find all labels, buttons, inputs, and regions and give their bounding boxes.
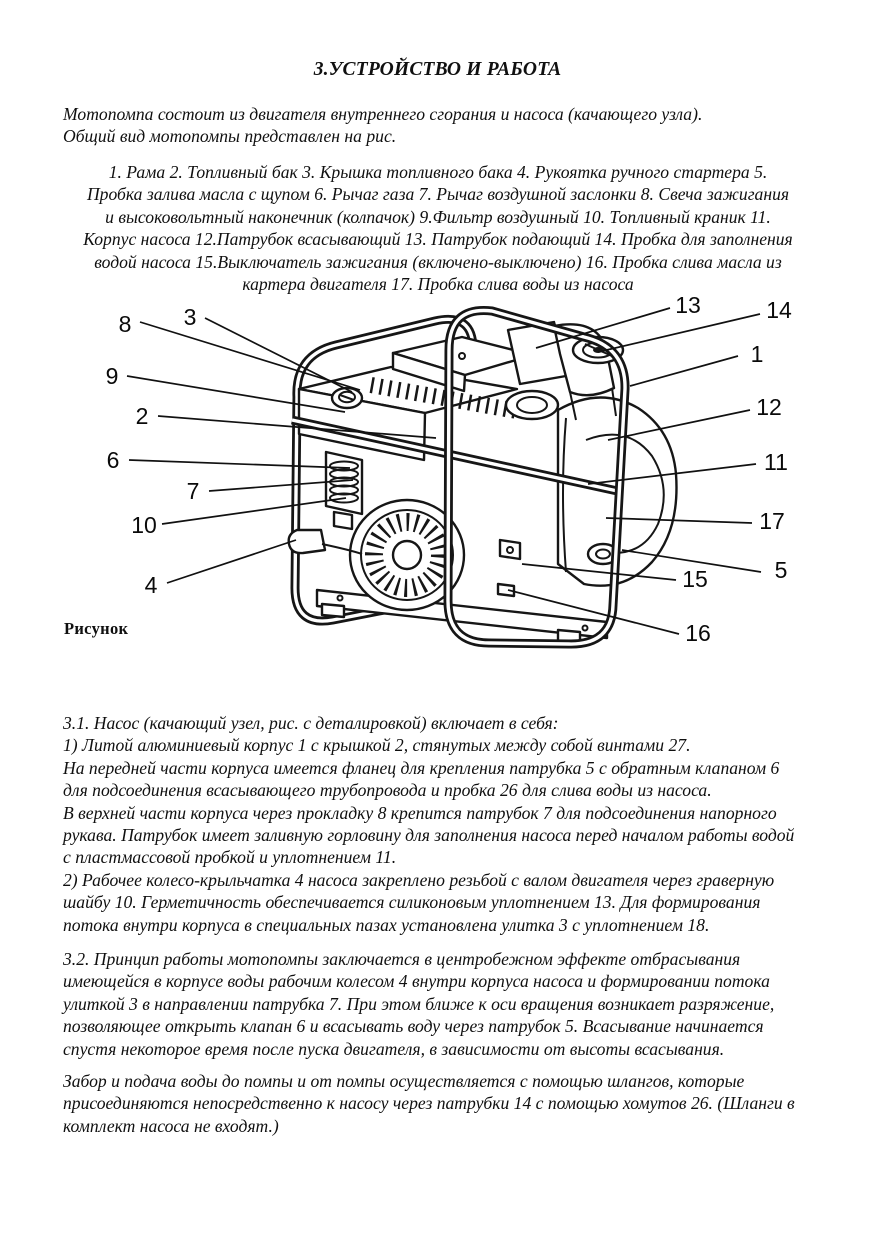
text-line: присоединяются непосредственно к насосу через патрубки 14 с помощью хомутов 26. (Шланги в [63,1093,795,1114]
text-line: Мотопомпа состоит из двигателя внутреннего сгорания и насоса (качающего узла). [63,104,703,124]
callout-number: 6 [106,447,120,473]
section-3-1-paragraph [63,712,825,936]
text-line: потока внутри корпуса в специальных пазах установлена улитка 3 с уплотнением 18. [63,914,710,935]
parts-list-paragraph [55,161,821,295]
pump-figure [0,292,875,677]
text-line: позволяющее открыть клапан 6 и всасывать воду через патрубок 5. Всасывание начинается [63,1016,764,1037]
recoil-starter [289,500,464,610]
section-3-2-paragraph [63,948,825,1060]
callout-number: 2 [135,403,149,429]
text-line: 1. Рама 2. Топливный бак 3. Крышка топливного бака 4. Рукоятка ручного стартера 5. [108,162,768,182]
text-line: Общий вид мотопомпы представлен на рис. [63,126,397,147]
page-title: 3.УСТРОЙСТВО И РАБОТА [313,59,562,80]
text-line: с пластмассовой пробкой и уплотнением 11. [63,847,397,868]
text-line: 3.2. Принцип работы мотопомпы заключается в центробежном эффекте отбрасывания [63,949,741,969]
figure-caption: Рисунок [64,619,129,638]
text-line: Забор и подача воды до помпы и от помпы осуществляется с помощью шлангов, которые [63,1071,745,1091]
ignition-switch [500,540,520,559]
callout-number: 5 [774,557,788,583]
callout-number: 11 [764,449,788,475]
carb-intake [506,391,558,419]
callout-number: 3 [183,304,197,330]
hoses-paragraph [63,1070,825,1137]
callout-number: 16 [685,620,711,646]
fuel-cock [334,512,352,529]
text-line: картера двигателя 17. Пробка слива воды из насоса [242,273,634,294]
callout-number: 4 [144,572,158,598]
text-line: спустя некоторое время после пуска двигателя, в зависимости от высоты всасывания. [63,1038,725,1059]
pump-illustration [0,292,875,677]
callout-number: 17 [759,508,785,534]
intro-paragraph [63,103,825,148]
callout-number: 8 [118,311,132,337]
drain-plug [498,584,514,596]
text-line: улиткой 3 в направлении патрубка 7. При этом ближе к оси вращения возникает разряжение, [63,993,775,1014]
text-line: Пробка залива масла с щупом 6. Рычаг газа 7. Рычаг воздушной заслонки 8. Свеча зажигания [86,184,790,205]
text-line: шайбу 10. Герметичность обеспечивается силиконовым уплотнением 13. Для формирования [63,892,761,913]
text-line: для подсоединения всасывающего трубопровода и пробка 26 для слива воды из насоса. [63,780,712,801]
callout-number: 1 [750,341,764,367]
text-line: и высоковольтный наконечник (колпачок) 9.Фильтр воздушный 10. Топливный краник 11. [105,206,771,227]
text-line: В верхней части корпуса через прокладку 8 крепится патрубок 7 для подсоединения напорного [63,802,777,823]
text-line: имеющейся в корпусе воды рабочим колесом 4 внутри корпуса насоса и формировании потока [63,971,770,992]
callout-number: 13 [675,292,701,318]
callout-number: 14 [766,297,792,323]
starter-handle [289,530,325,553]
text-line: 1) Литой алюминиевый корпус 1 с крышкой 2, стянутых между собой винтами 27. [63,735,691,756]
callout-number: 12 [756,394,782,420]
text-line: 3.1. Насос (качающий узел, рис. с деталировкой) включает в себя: [63,713,559,733]
text-line: Корпус насоса 12.Патрубок всасывающий 13. Патрубок подающий 14. Пробка для заполнения [83,229,793,250]
callout-number: 9 [105,363,119,389]
text-line: рукава. Патрубок имеет заливную горловину для заполнения насоса перед началом работы водой [63,824,795,845]
text-line: 2) Рабочее колесо-крыльчатка 4 насоса закреплено резьбой с валом двигателя через граверную [63,869,775,890]
callout-number: 7 [186,478,200,504]
text-line: На передней части корпуса имеется фланец для крепления патрубка 5 с обратным клапаном 6 [63,757,780,778]
text-line: водой насоса 15.Выключатель зажигания (включено-выключено) 16. Пробка слива масла из [94,251,782,272]
callout-number: 15 [682,566,708,592]
text-line: комплект насоса не входят.) [63,1115,279,1136]
callout-number: 10 [131,512,157,538]
